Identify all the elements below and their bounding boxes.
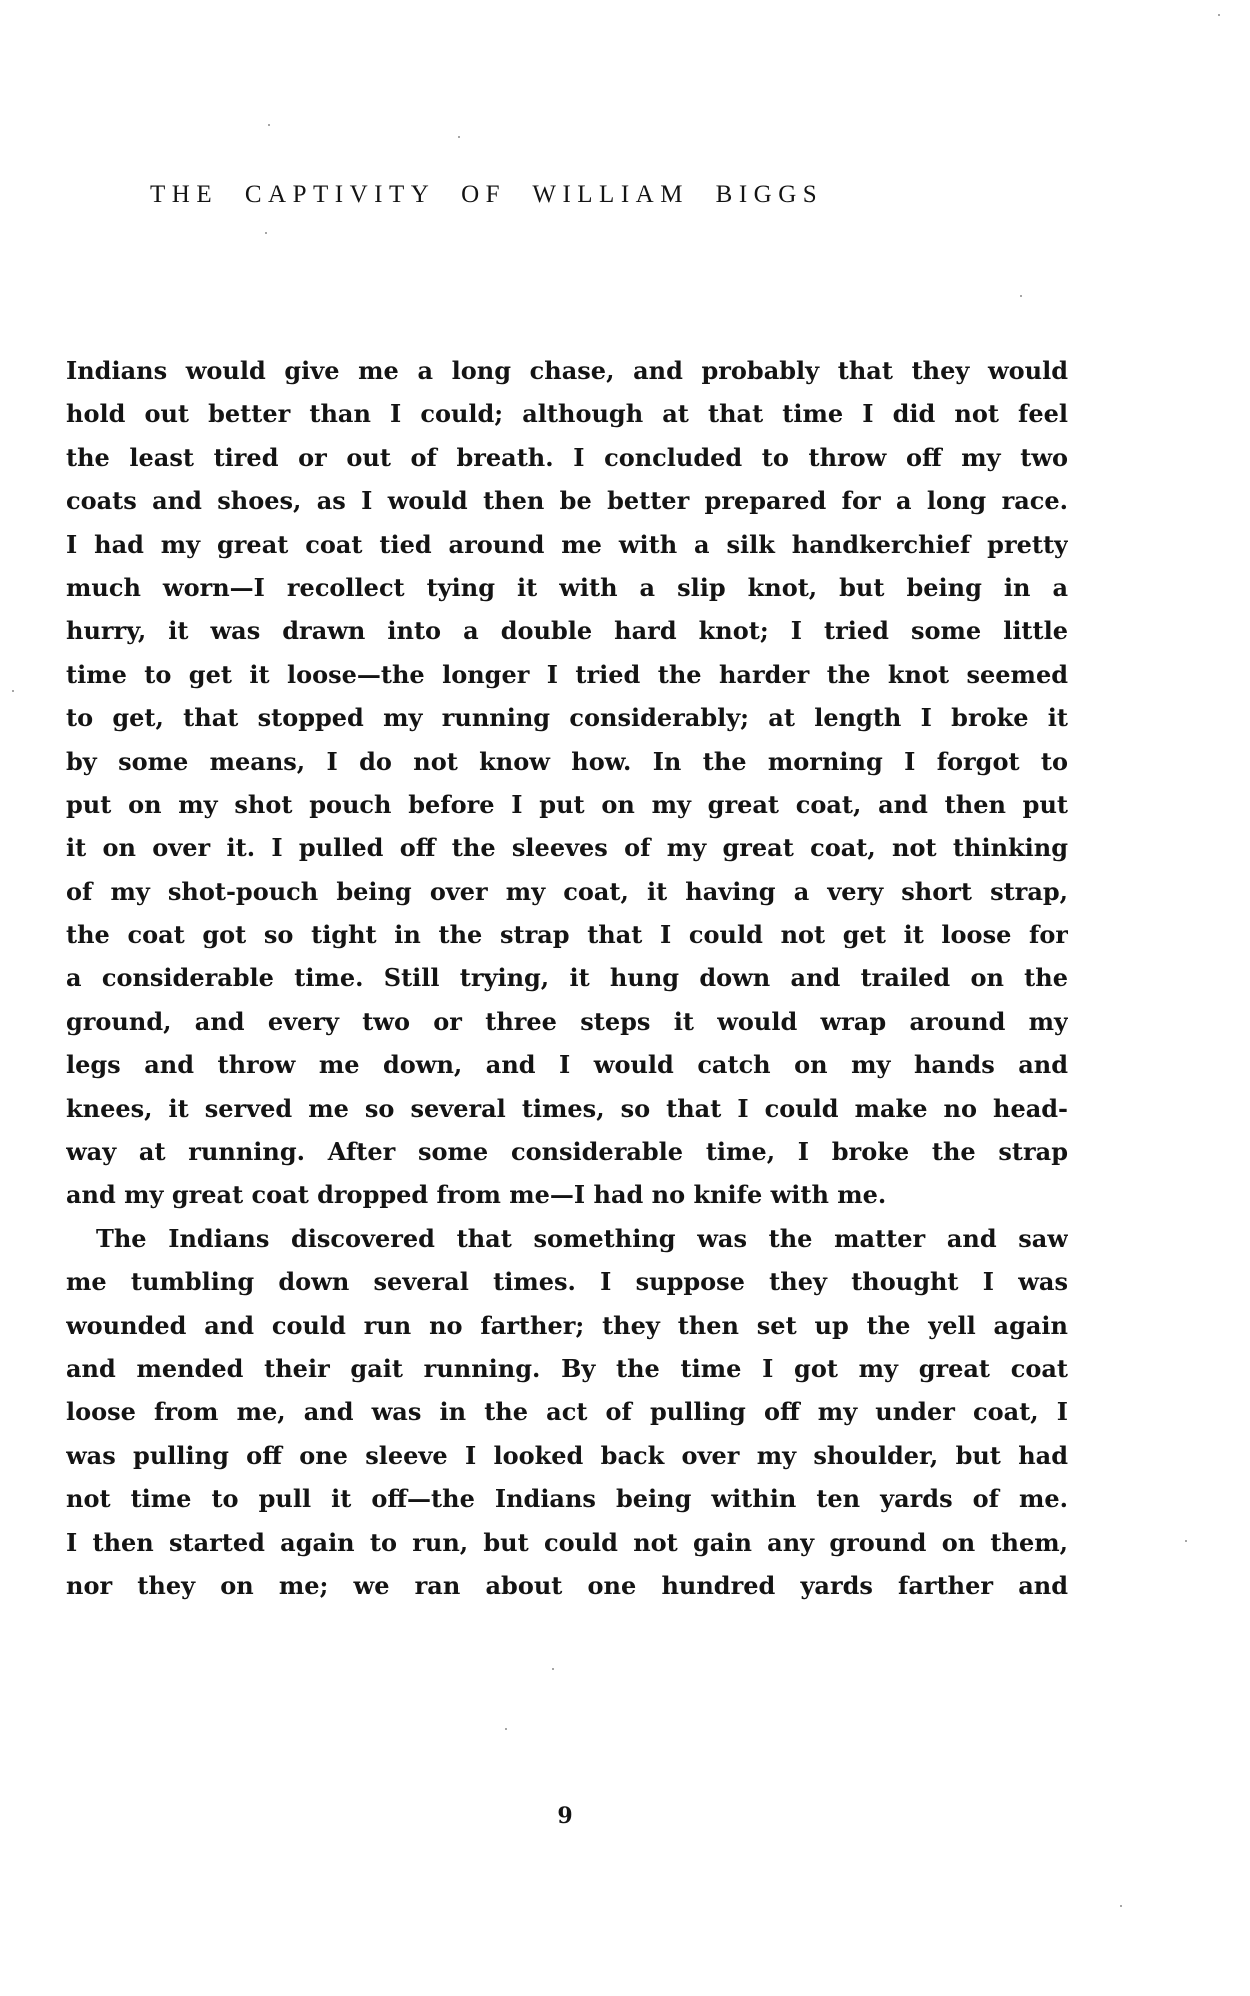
scan-speck	[458, 136, 460, 138]
text-line: the coat got so tight in the strap that I could not get it loose for	[66, 920, 1068, 950]
text-line: knees, it served me so several times, so that I could make no head-	[66, 1093, 1068, 1123]
text-line: hurry, it was drawn into a double hard knot; I tried some little	[66, 616, 1068, 646]
text-line: and mended their gait running. By the time I got my great coat	[66, 1353, 1068, 1383]
text-line: by some means, I do not know how. In the morning I forgot to	[66, 746, 1068, 776]
page-number: 9	[557, 1803, 573, 1829]
scan-speck	[1020, 295, 1022, 297]
text-line: it on over it. I pulled off the sleeves of my great coat, not thinking	[66, 833, 1068, 863]
text-line: hold out better than I could; although at that time I did not feel	[66, 399, 1068, 429]
text-line: to get, that stopped my running considerably; at length I broke it	[66, 703, 1068, 733]
text-line: loose from me, and was in the act of pulling off my under coat, I	[66, 1397, 1068, 1427]
paragraph	[66, 349, 1068, 1217]
text-line: I had my great coat tied around me with a silk handkerchief pretty	[66, 529, 1068, 559]
text-line: ground, and every two or three steps it would wrap around my	[66, 1006, 1068, 1036]
scan-speck	[268, 124, 270, 126]
scan-speck	[265, 232, 267, 234]
text-line: put on my shot pouch before I put on my great coat, and then put	[66, 789, 1068, 819]
running-header-title: THE CAPTIVITY OF WILLIAM BIGGS	[150, 181, 824, 208]
text-line: wounded and could run no farther; they then set up the yell again	[66, 1310, 1068, 1340]
scan-speck	[1185, 1540, 1187, 1542]
text-line: the least tired or out of breath. I concluded to throw off my two	[66, 442, 1068, 472]
text-line: of my shot-pouch being over my coat, it having a very short strap,	[66, 876, 1068, 906]
text-line: and my great coat dropped from me—I had no knife with me.	[66, 1180, 887, 1210]
scan-speck	[505, 1728, 507, 1730]
scan-speck	[1218, 14, 1220, 16]
text-line: was pulling off one sleeve I looked back over my shoulder, but had	[66, 1440, 1068, 1470]
text-line: me tumbling down several times. I suppose they thought I was	[66, 1267, 1068, 1297]
text-line: I then started again to run, but could not gain any ground on them,	[66, 1527, 1068, 1557]
text-line: Indians would give me a long chase, and probably that they would	[66, 356, 1068, 385]
paragraph	[66, 1217, 1068, 1608]
scan-speck	[552, 1668, 554, 1670]
text-line: coats and shoes, as I would then be better prepared for a long race.	[66, 486, 1068, 516]
scan-speck	[1120, 1905, 1122, 1907]
scan-speck	[12, 690, 14, 692]
body-text	[66, 349, 1068, 1607]
text-line: much worn—I recollect tying it with a slip knot, but being in a	[66, 572, 1068, 602]
text-line: legs and throw me down, and I would catch on my hands and	[66, 1050, 1068, 1080]
text-line: not time to pull it off—the Indians being within ten yards of me.	[66, 1484, 1068, 1514]
text-line: way at running. After some considerable time, I broke the strap	[66, 1137, 1068, 1167]
text-line: a considerable time. Still trying, it hung down and trailed on the	[66, 963, 1068, 993]
text-line: time to get it loose—the longer I tried the harder the knot seemed	[66, 659, 1068, 689]
text-line: The Indians discovered that something was the matter and saw	[96, 1223, 1068, 1253]
text-line: nor they on me; we ran about one hundred yards farther and	[66, 1570, 1068, 1600]
